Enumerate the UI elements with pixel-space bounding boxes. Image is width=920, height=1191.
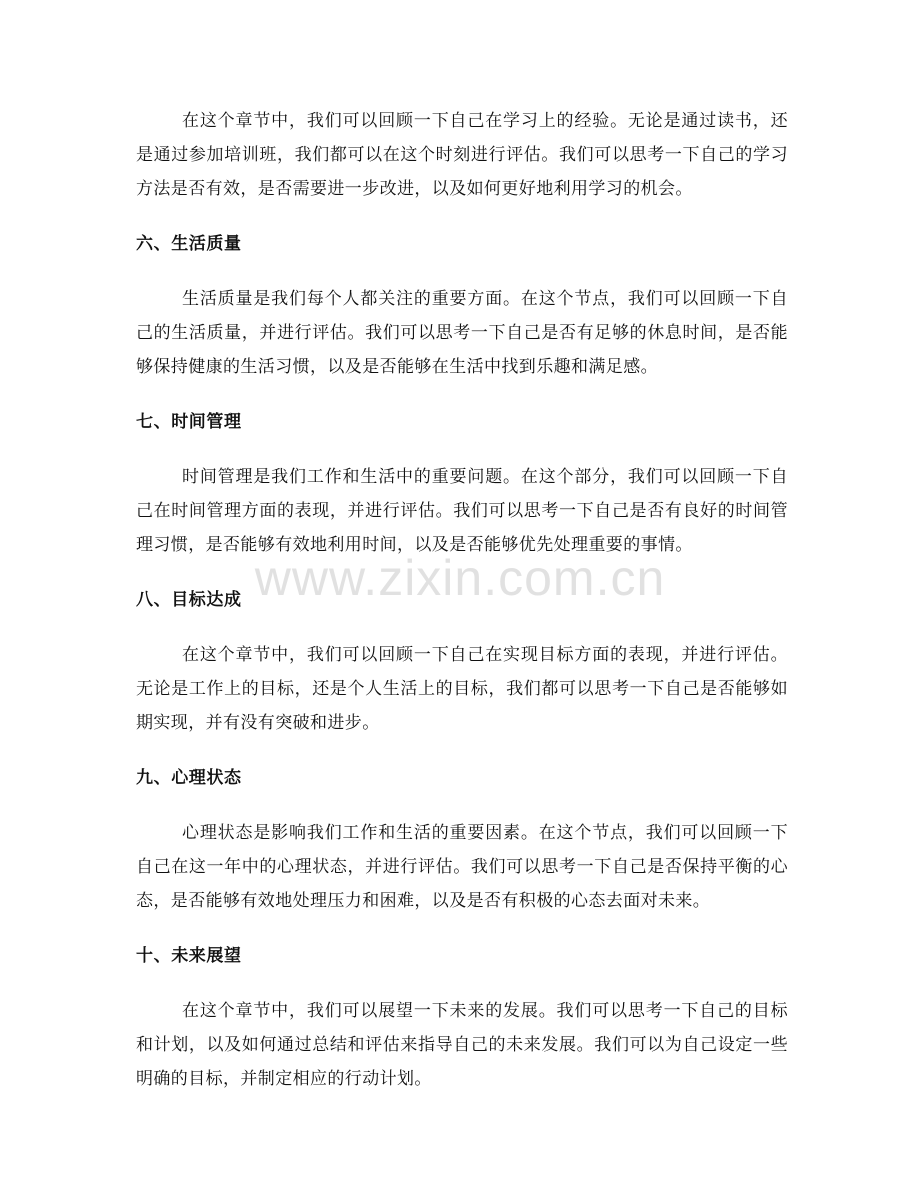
section-heading-9: 九、心理状态 — [136, 768, 242, 788]
section-body-10: 在这个章节中，我们可以展望一下未来的发展。我们可以思考一下自己的目标和计划，以及如何通过总结和评估来指导自己的未来发展。我们可以为自己设定一些明确的目标，并制定相应的行动计划。 — [136, 1001, 788, 1089]
section-body-7: 时间管理是我们工作和生活中的重要问题。在这个部分，我们可以回顾一下自己在时间管理方面的表现，并进行评估。我们可以思考一下自己是否有良好的时间管理习惯，是否能够有效地利用时间，以及是否能够优先处理重要的事情。 — [136, 467, 788, 555]
section-body-9: 心理状态是影响我们工作和生活的重要因素。在这个节点，我们可以回顾一下自己在这一年中的心理状态，并进行评估。我们可以思考一下自己是否保持平衡的心态，是否能够有效地处理压力和困难，以及是否有积极的心态去面对未来。 — [136, 823, 788, 911]
section-body-6: 生活质量是我们每个人都关注的重要方面。在这个节点，我们可以回顾一下自己的生活质量，并进行评估。我们可以思考一下自己是否有足够的休息时间，是否能够保持健康的生活习惯，以及是否能够在生活中找到乐趣和满足感。 — [136, 289, 788, 377]
watermark-text: www.zixin.com.cn — [254, 550, 666, 606]
section-heading-6: 六、生活质量 — [136, 234, 242, 254]
document-content — [136, 104, 788, 1096]
section-heading-8: 八、目标达成 — [136, 590, 242, 610]
section-heading-7: 七、时间管理 — [136, 412, 242, 432]
section-heading-10: 十、未来展望 — [136, 946, 242, 966]
section-body-8: 在这个章节中，我们可以回顾一下自己在实现目标方面的表现，并进行评估。无论是工作上的目标，还是个人生活上的目标，我们都可以思考一下自己是否能够如期实现，并有没有突破和进步。 — [136, 645, 788, 733]
intro-paragraph: 在这个章节中，我们可以回顾一下自己在学习上的经验。无论是通过读书，还是通过参加培训班，我们都可以在这个时刻进行评估。我们可以思考一下自己的学习方法是否有效，是否需要进一步改进，以及如何更好地利用学习的机会。 — [136, 111, 788, 199]
